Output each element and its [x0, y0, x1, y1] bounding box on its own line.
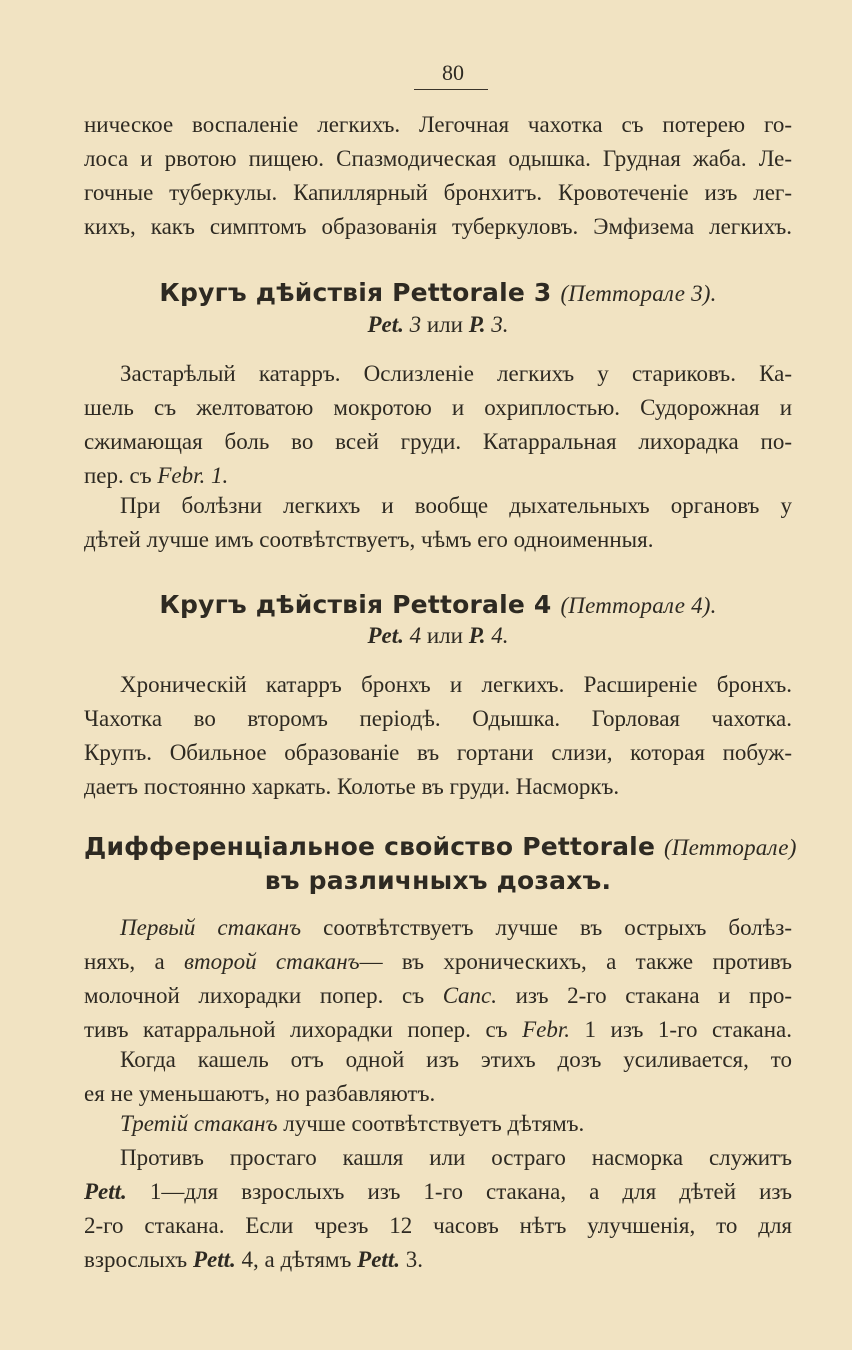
text-line: шель съ желтоватою мокротою и охриплостью. Судорожная и: [84, 395, 792, 420]
text-line: тивъ катарральной лихорадки попер. съ Febr. 1 изъ 1-го стакана.: [84, 1017, 793, 1042]
heading-text: Кругъ дѣйствія: [159, 590, 384, 619]
heading-latin: Pettorale 4: [392, 590, 552, 619]
heading-latin: Pettorale 3: [392, 278, 552, 307]
text-line: Pett. 1—для взрослыхъ изъ 1-го стакана, а для дѣтей изъ: [84, 1179, 792, 1204]
pettorale-3-paragraph-1: [84, 357, 792, 493]
differential-heading: [84, 830, 797, 865]
text-line: лоса и рвотою пищею. Спазмодическая одышка. Грудная жаба. Ле-: [84, 146, 792, 171]
heading-russian-name: (Петторале 4).: [560, 593, 717, 618]
abbr-number: 4.: [491, 623, 509, 648]
text-line: Когда кашель отъ одной изъ этихъ дозъ усиливается, то: [120, 1047, 792, 1072]
remedy-reference: Canc.: [442, 983, 498, 1008]
text-line: Третій стаканъ лучше соотвѣтствуетъ дѣтямъ.: [120, 1111, 585, 1136]
differential-paragraph-1: [84, 911, 792, 1047]
or-word: или: [426, 312, 463, 337]
text-line: Застарѣлый катарръ. Ослизленіе легкихъ у стариковъ. Ка-: [120, 361, 792, 386]
text-line: сжимающая боль во всей груди. Катарральная лихорадка по-: [84, 429, 792, 454]
heading-text: Дифференціальное свойство: [84, 832, 514, 861]
section-heading-pettorale-3: [84, 276, 792, 311]
text-line: При болѣзни легкихъ и вообще дыхательныхъ органовъ у: [120, 493, 792, 518]
remedy-reference: Pett.: [357, 1247, 400, 1272]
text-line: молочной лихорадки попер. съ Canc. изъ 2-го стакана и про-: [84, 983, 793, 1008]
intro-paragraph: [84, 108, 792, 244]
differential-heading-line-2: въ различныхъ дозахъ.: [264, 866, 612, 895]
heading-russian-name: (Петторале): [664, 835, 797, 860]
remedy-reference: Febr. 1.: [157, 463, 229, 488]
abbr-number: 4: [409, 623, 422, 648]
glass-name: Третій стаканъ: [120, 1111, 278, 1136]
glass-name: Первый стаканъ: [120, 915, 302, 940]
abbr-number: 3.: [491, 312, 509, 337]
text-line: Противъ простаго кашля или остраго насморка служитъ: [120, 1145, 792, 1170]
text-line: кихъ, какъ симптомъ образованія туберкуловъ. Эмфизема легкихъ.: [84, 214, 792, 239]
text-line: 2-го стакана. Если чрезъ 12 часовъ нѣтъ улучшенія, то для: [84, 1213, 792, 1238]
remedy-reference: Pett.: [84, 1179, 127, 1204]
heading-text: Кругъ дѣйствія: [159, 278, 384, 307]
remedy-reference: Pett.: [192, 1247, 236, 1272]
text-line: ея не уменьшаютъ, но разбавляютъ.: [84, 1081, 436, 1106]
text-line: ническое воспаленіе легкихъ. Легочная чахотка съ потерею го-: [84, 112, 792, 137]
section-heading-pettorale-4: [84, 588, 792, 623]
or-word: или: [426, 623, 463, 648]
text-line: няхъ, а второй стаканъ— въ хроническихъ, а также противъ: [84, 949, 793, 974]
differential-paragraph-3: [84, 1107, 792, 1141]
text-line: Первый стаканъ соотвѣтствуетъ лучше въ острыхъ болѣз-: [120, 915, 793, 940]
heading-latin: Pettorale: [522, 832, 656, 861]
page-number: 80: [442, 60, 464, 85]
differential-paragraph-4: [84, 1141, 792, 1277]
section-abbreviation-pettorale-4: [84, 621, 792, 651]
text-line: даетъ постоянно харкать. Колотье въ груди. Насморкъ.: [84, 774, 620, 799]
text-line: взрослыхъ Pett. 4, а дѣтямъ Pett. 3.: [84, 1247, 423, 1272]
heading-russian-name: (Петторале 3).: [560, 281, 717, 306]
text-line: пер. съ Febr. 1.: [84, 463, 229, 488]
pettorale-4-paragraph: [84, 668, 792, 804]
remedy-reference: Febr.: [522, 1017, 570, 1042]
differential-paragraph-2: [84, 1043, 792, 1111]
pettorale-3-paragraph-2: [84, 489, 792, 557]
abbr-number: 3: [409, 312, 422, 337]
abbr-p: P.: [468, 623, 486, 648]
text-line: дѣтей лучше имъ соотвѣтствуетъ, чѣмъ его одноименныя.: [84, 527, 654, 552]
abbr-pet: Pet.: [367, 623, 404, 648]
page-number-rule: [414, 89, 488, 90]
abbr-p: P.: [468, 312, 486, 337]
text-line: Хроническій катарръ бронхъ и легкихъ. Расширеніе бронхъ.: [120, 672, 792, 697]
glass-name: второй стаканъ: [184, 949, 360, 974]
text-line: Крупъ. Обильное образованіе въ гортани слизи, которая побуж-: [84, 740, 792, 765]
text-line: Чахотка во второмъ періодѣ. Одышка. Горловая чахотка.: [84, 706, 792, 731]
abbr-pet: Pet.: [367, 312, 404, 337]
text-line: гочные туберкулы. Капиллярный бронхитъ. Кровотеченіе изъ лег-: [84, 180, 792, 205]
section-abbreviation-pettorale-3: [84, 310, 792, 340]
